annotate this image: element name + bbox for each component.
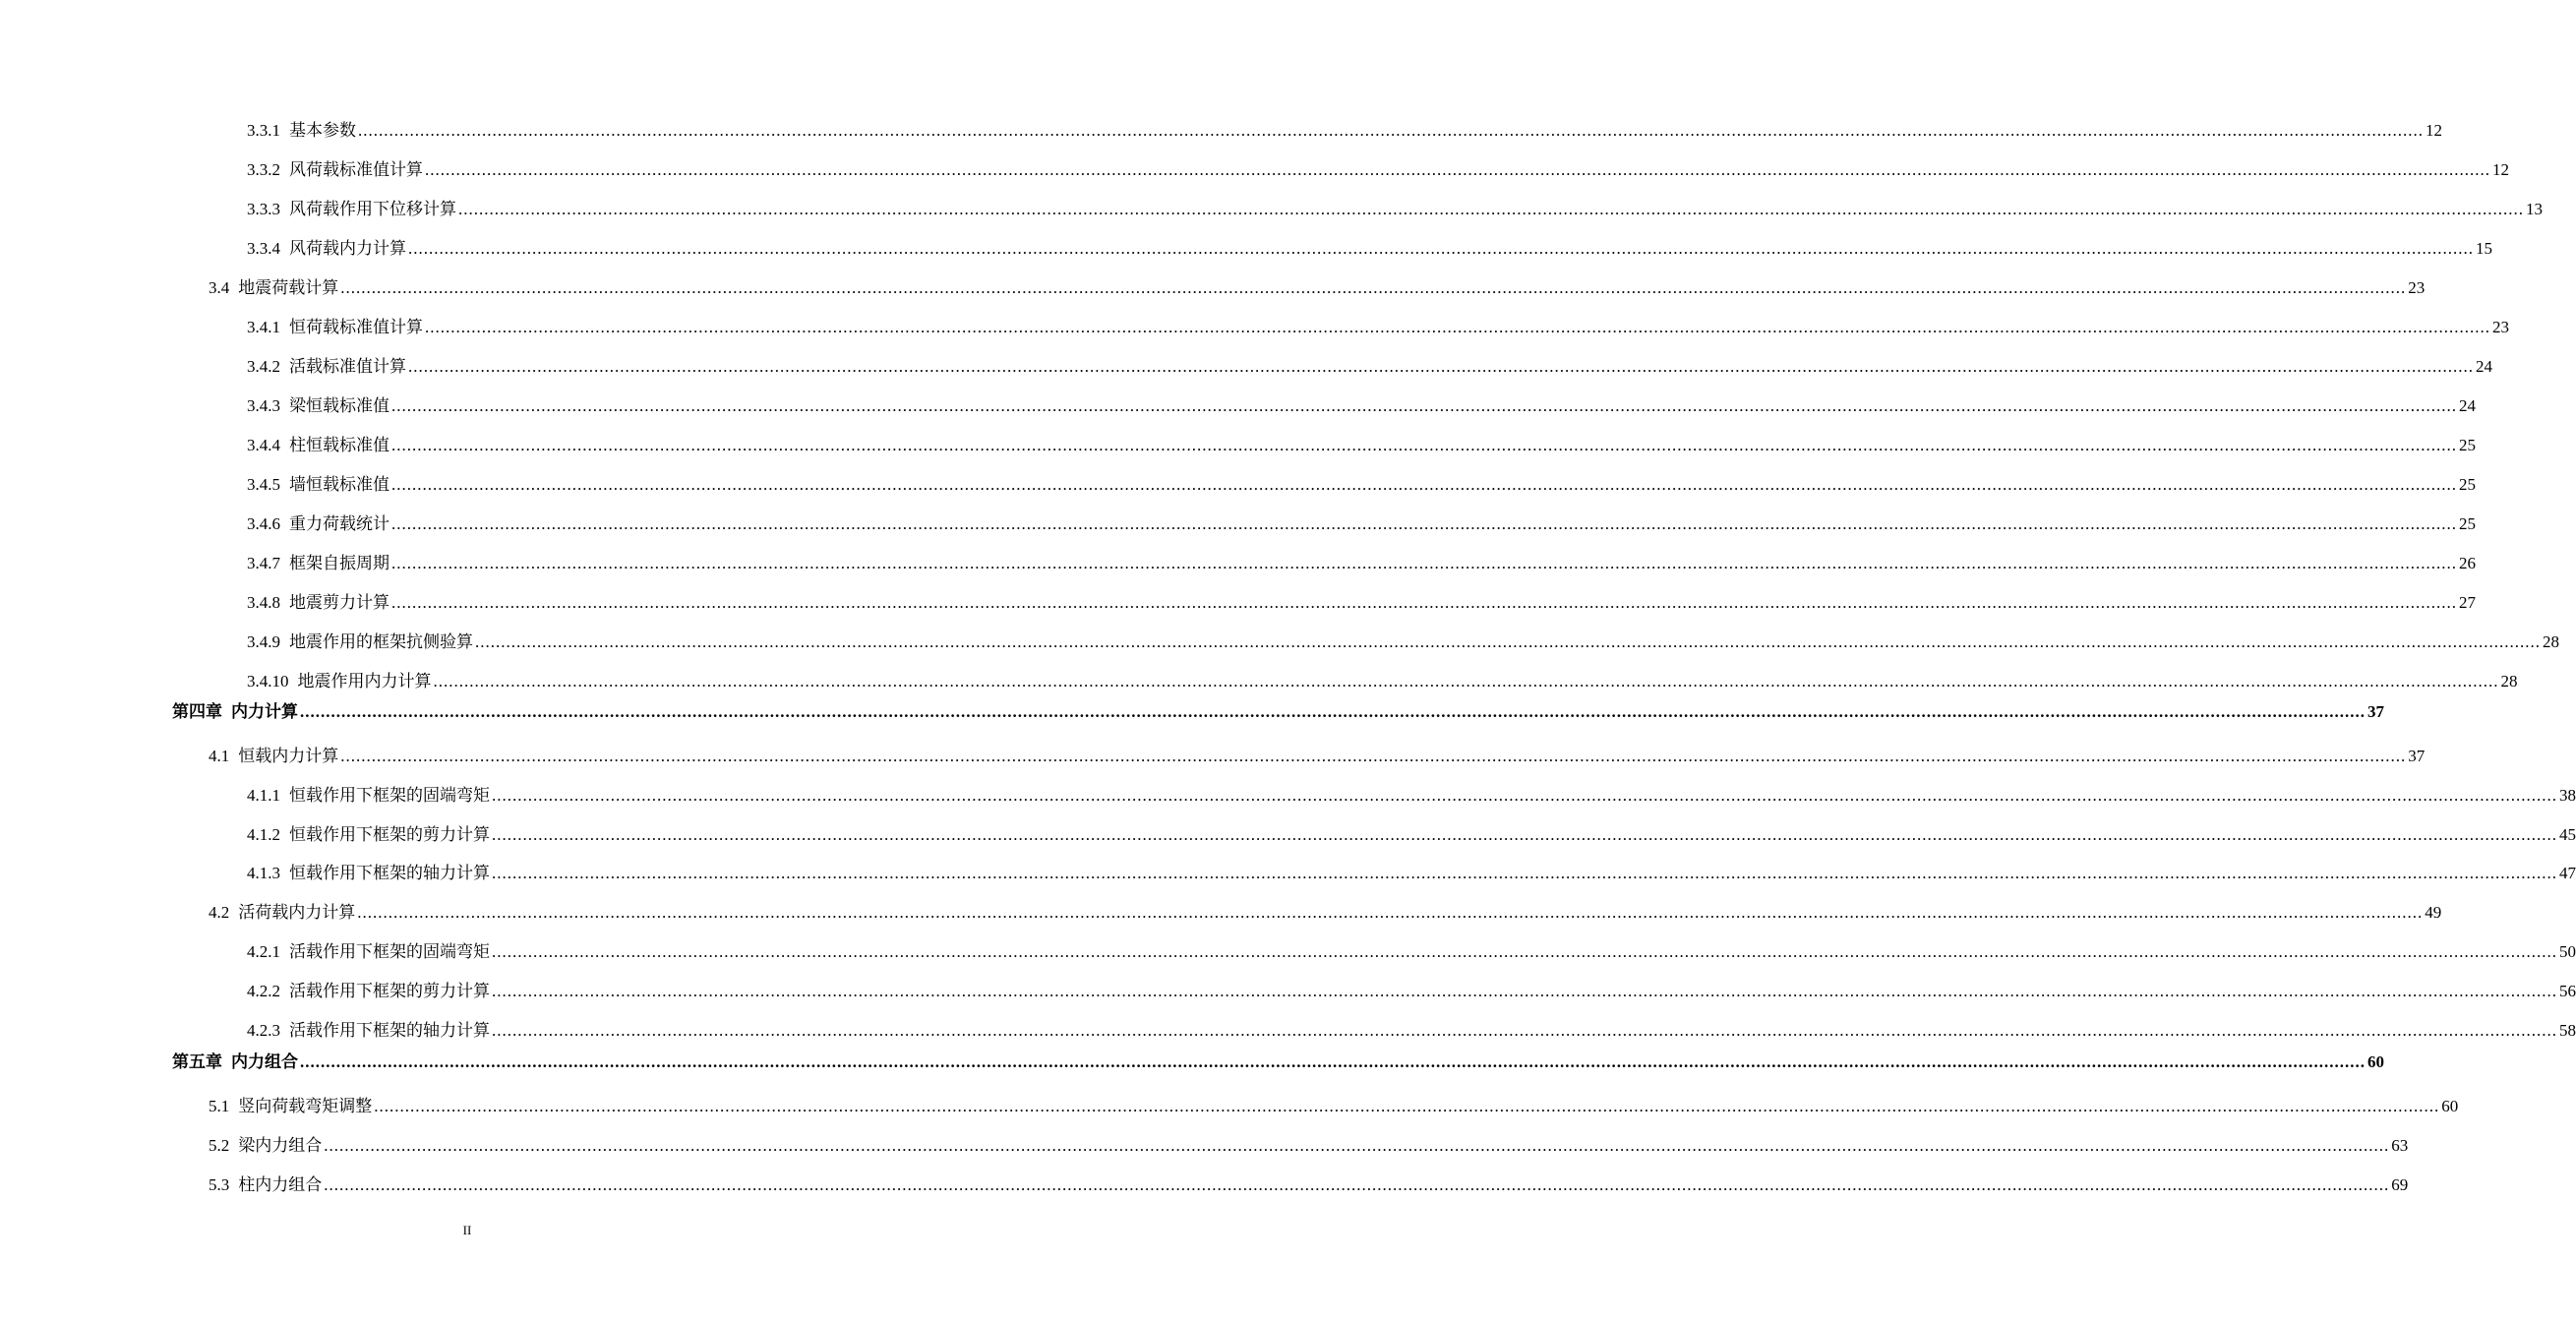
toc-dot-leader: ................................................................................................................................................................................................................................................................................................................................................................................................................ (391, 554, 2457, 572)
toc-entry-number: 3.4.10 (247, 672, 289, 691)
toc-entry[interactable] (247, 355, 2492, 379)
toc-entry-number: 3.3.4 (247, 239, 280, 258)
toc-entry[interactable] (247, 237, 2492, 261)
toc-dot-leader: ................................................................................................................................................................................................................................................................................................................................................................................................................ (391, 396, 2457, 415)
toc-entry-title: 恒载作用下框架的固端弯矩 (289, 786, 490, 805)
toc-entry-page: 63 (2391, 1136, 2409, 1155)
toc-entry-number: 3.4.2 (247, 357, 280, 376)
toc-entry-title: 风荷载标准值计算 (289, 160, 423, 179)
toc-entry-number: 3.4.1 (247, 318, 280, 336)
toc-entry-title: 恒载作用下框架的剪力计算 (289, 825, 490, 844)
toc-entry-title: 活载作用下框架的剪力计算 (289, 982, 490, 1000)
toc-entry-number: 3.3.1 (247, 121, 280, 140)
toc-entry-title: 活载作用下框架的固端弯矩 (289, 942, 490, 961)
toc-entry-title: 重力荷载统计 (289, 514, 389, 533)
toc-entry[interactable] (209, 745, 2426, 768)
toc-entry-title: 梁恒载标准值 (289, 396, 389, 415)
toc-entry-number: 3.3.3 (247, 200, 280, 218)
toc-entry[interactable] (247, 631, 2559, 654)
toc-entry-number: 第五章 (172, 1052, 222, 1071)
toc-entry-number: 3.4.3 (247, 396, 280, 415)
toc-dot-leader: ................................................................................................................................................................................................................................................................................................................................................................................................................ (492, 864, 2557, 882)
toc-entry-page: 49 (2425, 903, 2442, 922)
toc-entry-page: 37 (2408, 747, 2426, 765)
toc-entry-number: 3.4.4 (247, 436, 280, 454)
toc-entry-title: 地震荷载计算 (238, 278, 339, 297)
toc-dot-leader: ................................................................................................................................................................................................................................................................................................................................................................................................................ (358, 121, 2424, 140)
toc-entry-title: 竖向荷载弯矩调整 (238, 1097, 373, 1115)
toc-dot-leader: ................................................................................................................................................................................................................................................................................................................................................................................................................ (492, 786, 2557, 805)
toc-entry[interactable] (247, 670, 2518, 693)
toc-dot-leader: ................................................................................................................................................................................................................................................................................................................................................................................................................ (391, 475, 2457, 494)
toc-dot-leader: ................................................................................................................................................................................................................................................................................................................................................................................................................ (391, 514, 2457, 533)
toc-entry-title: 恒荷载标准值计算 (289, 318, 423, 336)
toc-entry-page: 60 (2441, 1097, 2459, 1115)
toc-entry-page: 69 (2391, 1175, 2409, 1194)
toc-entry-title: 梁内力组合 (238, 1136, 323, 1155)
toc-entry[interactable] (247, 119, 2442, 143)
toc-entry-number: 4.1.2 (247, 825, 280, 844)
toc-entry[interactable] (247, 1019, 2576, 1043)
toc-dot-leader: ................................................................................................................................................................................................................................................................................................................................................................................................................ (425, 318, 2490, 336)
toc-entry-number: 3.4.5 (247, 475, 280, 494)
toc-entry[interactable] (247, 823, 2576, 847)
toc-entry[interactable] (209, 1095, 2459, 1118)
toc-entry-title: 恒载作用下框架的轴力计算 (289, 864, 490, 882)
toc-entry[interactable] (209, 1134, 2409, 1158)
toc-dot-leader: ................................................................................................................................................................................................................................................................................................................................................................................................................ (492, 825, 2557, 844)
toc-entry-number: 4.1.1 (247, 786, 280, 805)
toc-entry-page: 15 (2476, 239, 2492, 258)
toc-entry-page: 28 (2500, 672, 2518, 691)
toc-entry-page: 24 (2476, 357, 2492, 376)
toc-entry-page: 12 (2426, 121, 2442, 140)
toc-entry-number: 3.4.8 (247, 593, 280, 612)
toc-entry-page: 24 (2459, 396, 2476, 415)
toc-dot-leader: ................................................................................................................................................................................................................................................................................................................................................................................................................ (300, 702, 2366, 721)
toc-entry-number: 4.2.3 (247, 1021, 280, 1040)
toc-entry-title: 活载作用下框架的轴力计算 (289, 1021, 490, 1040)
toc-entry-page: 60 (2367, 1052, 2384, 1071)
toc-entry-title: 基本参数 (289, 121, 356, 140)
toc-entry-number: 3.4.7 (247, 554, 280, 572)
toc-entry-number: 3.4 (209, 278, 230, 297)
toc-entry[interactable] (209, 276, 2426, 300)
toc-entry[interactable] (247, 198, 2543, 221)
toc-dot-leader: ................................................................................................................................................................................................................................................................................................................................................................................................................ (324, 1136, 2390, 1155)
toc-dot-leader: ................................................................................................................................................................................................................................................................................................................................................................................................................ (475, 632, 2541, 651)
toc-entry[interactable] (247, 158, 2509, 182)
toc-dot-leader: ................................................................................................................................................................................................................................................................................................................................................................................................................ (458, 200, 2524, 218)
toc-entry-title: 地震作用的框架抗侧验算 (289, 632, 473, 651)
toc-entry-page: 12 (2492, 160, 2509, 179)
toc-dot-leader: ................................................................................................................................................................................................................................................................................................................................................................................................................ (425, 160, 2490, 179)
toc-entry-number: 3.4.6 (247, 514, 280, 533)
toc-entry-title: 风荷载作用下位移计算 (289, 200, 456, 218)
toc-entry-page: 23 (2492, 318, 2509, 336)
toc-entry-title: 地震作用内力计算 (297, 672, 432, 691)
toc-entry-title: 柱恒载标准值 (289, 436, 389, 454)
toc-entry-page: 23 (2408, 278, 2426, 297)
toc-entry-number: 4.2 (209, 903, 230, 922)
toc-entry-page: 26 (2459, 554, 2476, 572)
toc-entry[interactable] (247, 591, 2476, 615)
toc-entry-page: 27 (2459, 593, 2476, 612)
toc-entry-number: 5.1 (209, 1097, 230, 1115)
page-number: II (462, 1223, 472, 1237)
toc-dot-leader: ................................................................................................................................................................................................................................................................................................................................................................................................................ (300, 1052, 2366, 1071)
toc-entry-number: 4.1.3 (247, 864, 280, 882)
toc-entry-number: 3.4.9 (247, 632, 280, 651)
toc-dot-leader: ................................................................................................................................................................................................................................................................................................................................................................................................................ (340, 278, 2407, 297)
toc-dot-leader: ................................................................................................................................................................................................................................................................................................................................................................................................................ (391, 593, 2457, 612)
toc-entry-title: 恒载内力计算 (238, 747, 339, 765)
toc-dot-leader: ................................................................................................................................................................................................................................................................................................................................................................................................................ (408, 357, 2474, 376)
toc-dot-leader: ................................................................................................................................................................................................................................................................................................................................................................................................................ (408, 239, 2474, 258)
toc-entry[interactable] (247, 980, 2576, 1003)
toc-entry[interactable] (247, 473, 2476, 497)
toc-dot-leader: ................................................................................................................................................................................................................................................................................................................................................................................................................ (357, 903, 2424, 922)
toc-entry-number: 第四章 (172, 702, 222, 721)
toc-entry[interactable] (247, 784, 2576, 808)
toc-entry-number: 3.3.2 (247, 160, 280, 179)
toc-entry[interactable] (209, 1173, 2409, 1197)
toc-entry-page: 28 (2543, 632, 2559, 651)
toc-entry-page: 25 (2459, 514, 2476, 533)
toc-dot-leader: ................................................................................................................................................................................................................................................................................................................................................................................................................ (433, 672, 2499, 691)
toc-dot-leader: ................................................................................................................................................................................................................................................................................................................................................................................................................ (492, 1021, 2557, 1040)
toc-entry-page: 45 (2559, 825, 2576, 844)
toc-entry-number: 5.3 (209, 1175, 230, 1194)
toc-entry-page: 58 (2559, 1021, 2576, 1040)
toc-entry-page: 37 (2367, 702, 2384, 721)
toc-entry-page: 25 (2459, 475, 2476, 494)
toc-entry-page: 13 (2526, 200, 2543, 218)
toc-dot-leader: ................................................................................................................................................................................................................................................................................................................................................................................................................ (492, 942, 2557, 961)
toc-entry-title: 墙恒载标准值 (289, 475, 389, 494)
toc-entry-page: 25 (2459, 436, 2476, 454)
toc-entry[interactable] (247, 552, 2476, 575)
toc-dot-leader: ................................................................................................................................................................................................................................................................................................................................................................................................................ (492, 982, 2557, 1000)
toc-entry-title: 活载标准值计算 (289, 357, 406, 376)
toc-entry-title: 内力计算 (231, 702, 298, 721)
toc-entry-number: 4.2.1 (247, 942, 280, 961)
toc-entry-number: 5.2 (209, 1136, 230, 1155)
toc-entry-title: 柱内力组合 (238, 1175, 323, 1194)
toc-entry[interactable] (172, 700, 2384, 724)
toc-entry-title: 风荷载内力计算 (289, 239, 406, 258)
toc-entry-title: 内力组合 (231, 1052, 298, 1071)
toc-entry-title: 地震剪力计算 (289, 593, 389, 612)
toc-entry[interactable] (247, 862, 2576, 885)
toc-entry-page: 56 (2559, 982, 2576, 1000)
toc-entry-number: 4.1 (209, 747, 230, 765)
toc-entry[interactable] (247, 512, 2476, 536)
toc-dot-leader: ................................................................................................................................................................................................................................................................................................................................................................................................................ (340, 747, 2407, 765)
toc-entry-page: 50 (2559, 942, 2576, 961)
toc-entry[interactable] (172, 1051, 2384, 1074)
toc-entry[interactable] (247, 316, 2509, 339)
toc-dot-leader: ................................................................................................................................................................................................................................................................................................................................................................................................................ (391, 436, 2457, 454)
toc-entry[interactable] (247, 394, 2476, 418)
toc-dot-leader: ................................................................................................................................................................................................................................................................................................................................................................................................................ (324, 1175, 2390, 1194)
toc-entry[interactable] (209, 901, 2442, 925)
toc-entry-page: 38 (2559, 786, 2576, 805)
toc-entry-number: 4.2.2 (247, 982, 280, 1000)
toc-entry[interactable] (247, 434, 2476, 457)
toc-entry[interactable] (247, 940, 2576, 964)
toc-dot-leader: ................................................................................................................................................................................................................................................................................................................................................................................................................ (374, 1097, 2440, 1115)
toc-entry-page: 47 (2559, 864, 2576, 882)
toc-entry-title: 活荷载内力计算 (238, 903, 356, 922)
toc-entry-title: 框架自振周期 (289, 554, 389, 572)
